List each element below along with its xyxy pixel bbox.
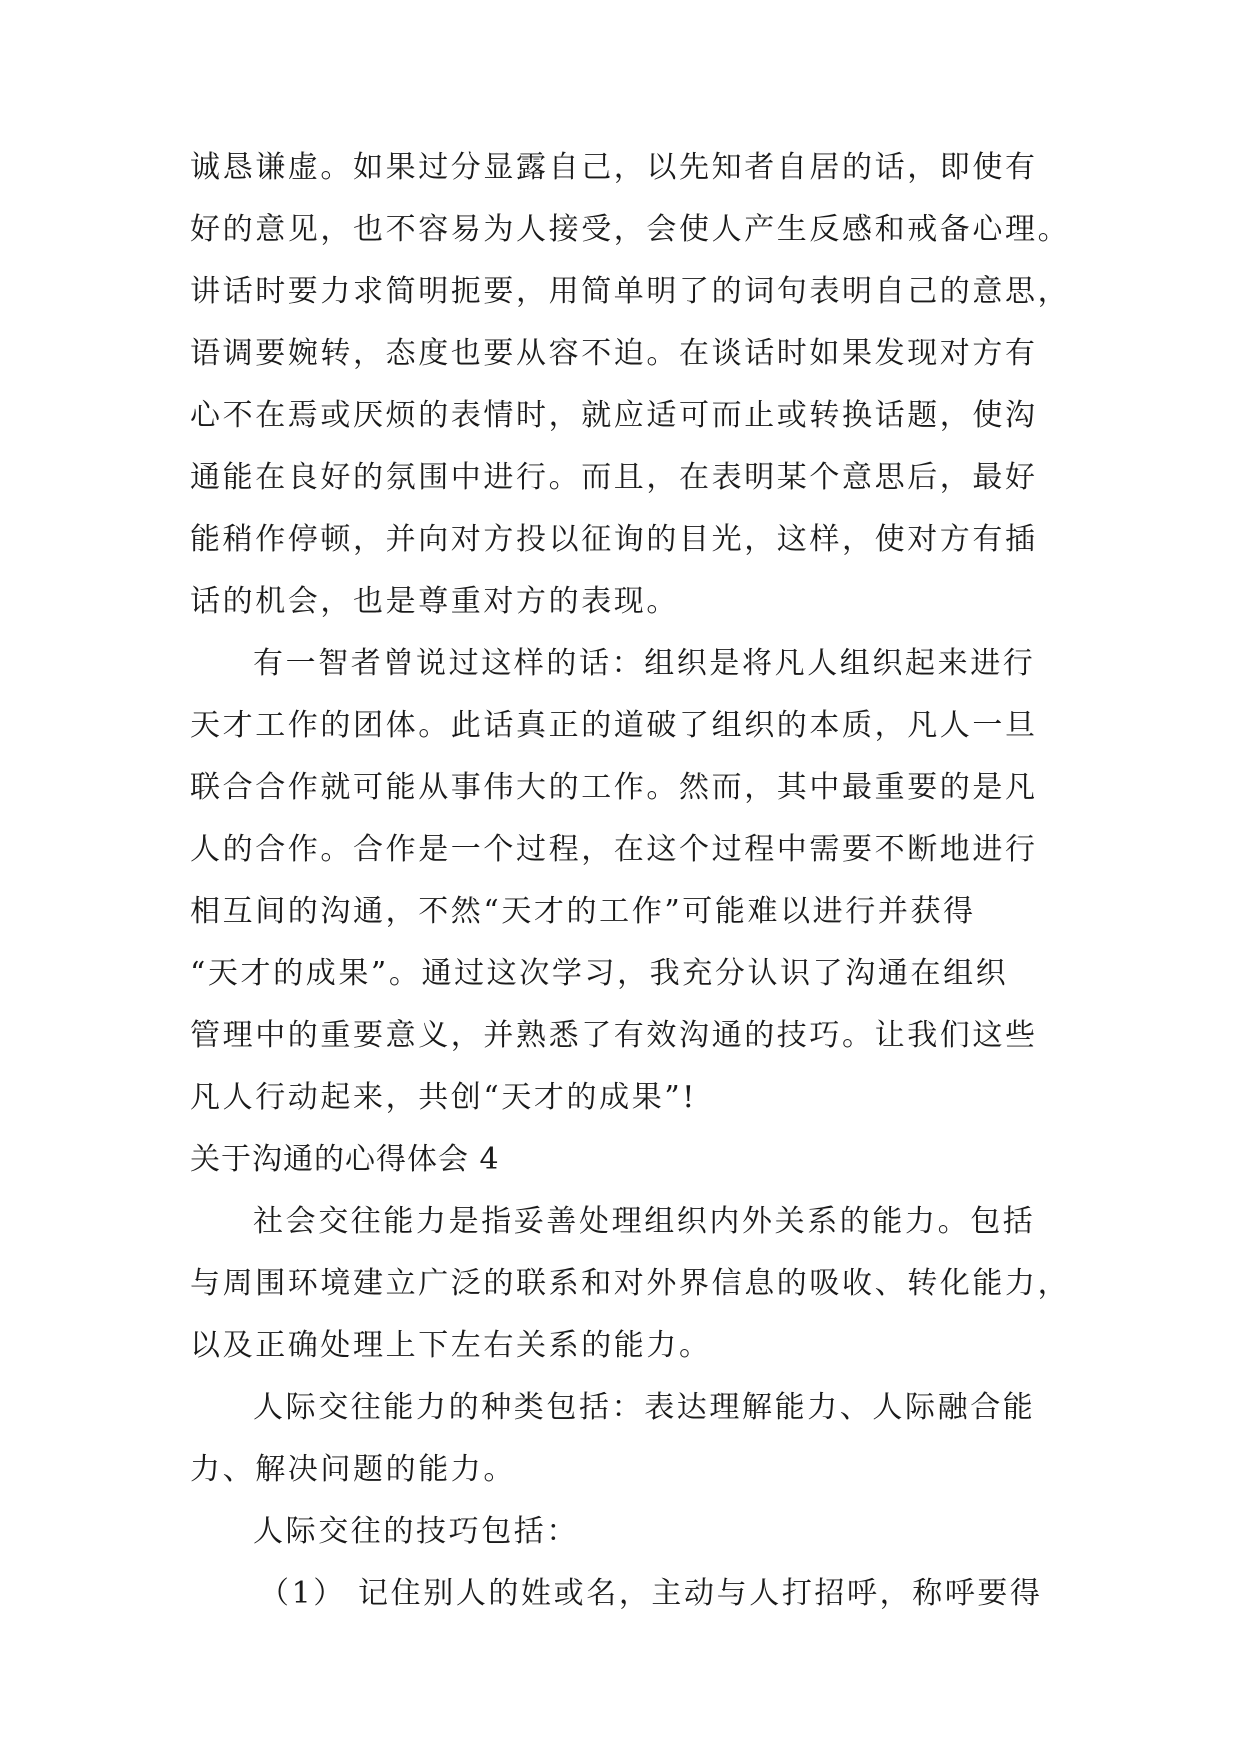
paragraph-line: 与周围环境建立广泛的联系和对外界信息的吸收、转化能力， [190,1266,1071,1301]
paragraph-line: “天才的成果”。通过这次学习，我充分认识了沟通在组织 [190,956,1009,991]
paragraph-line: 社会交往能力是指妥善处理组织内外关系的能力。包括 [253,1204,1036,1239]
paragraph-line: 诚恳谦虚。如果过分显露自己，以先知者自居的话，即使有 [190,150,1038,185]
paragraph-line: 力、解决问题的能力。 [190,1452,516,1487]
paragraph-line: 通能在良好的氛围中进行。而且，在表明某个意思后，最好 [190,460,1038,495]
paragraph-line: 好的意见，也不容易为人接受，会使人产生反感和戒备心理。 [190,212,1071,247]
paragraph-line: 管理中的重要意义，并熟悉了有效沟通的技巧。让我们这些 [190,1018,1038,1053]
paragraph-line: 天才工作的团体。此话真正的道破了组织的本质，凡人一旦 [190,708,1038,743]
list-item: （1） 记住别人的姓或名，主动与人打招呼，称呼要得 [259,1576,1043,1611]
paragraph-line: 以及正确处理上下左右关系的能力。 [190,1328,712,1363]
paragraph-line: 有一智者曾说过这样的话：组织是将凡人组织起来进行 [253,646,1036,681]
paragraph-line: 心不在焉或厌烦的表情时，就应适可而止或转换话题，使沟 [190,398,1038,433]
paragraph-line: 能稍作停顿，并向对方投以征询的目光，这样，使对方有插 [190,522,1038,557]
paragraph-line: 人际交往的技巧包括： [253,1514,579,1549]
paragraph-line: 讲话时要力求简明扼要，用简单明了的词句表明自己的意思， [190,274,1071,309]
paragraph-line: 话的机会，也是尊重对方的表现。 [190,584,679,619]
paragraph-line: 联合合作就可能从事伟大的工作。然而，其中最重要的是凡 [190,770,1038,805]
paragraph-line: 语调要婉转，态度也要从容不迫。在谈话时如果发现对方有 [190,336,1038,371]
section-heading: 关于沟通的心得体会 4 [190,1142,500,1177]
paragraph-line: 凡人行动起来，共创“天才的成果”! [190,1080,697,1115]
paragraph-line: 相互间的沟通，不然“天才的工作”可能难以进行并获得 [190,894,976,929]
paragraph-line: 人的合作。合作是一个过程，在这个过程中需要不断地进行 [190,832,1038,867]
paragraph-line: 人际交往能力的种类包括：表达理解能力、人际融合能 [253,1390,1036,1425]
